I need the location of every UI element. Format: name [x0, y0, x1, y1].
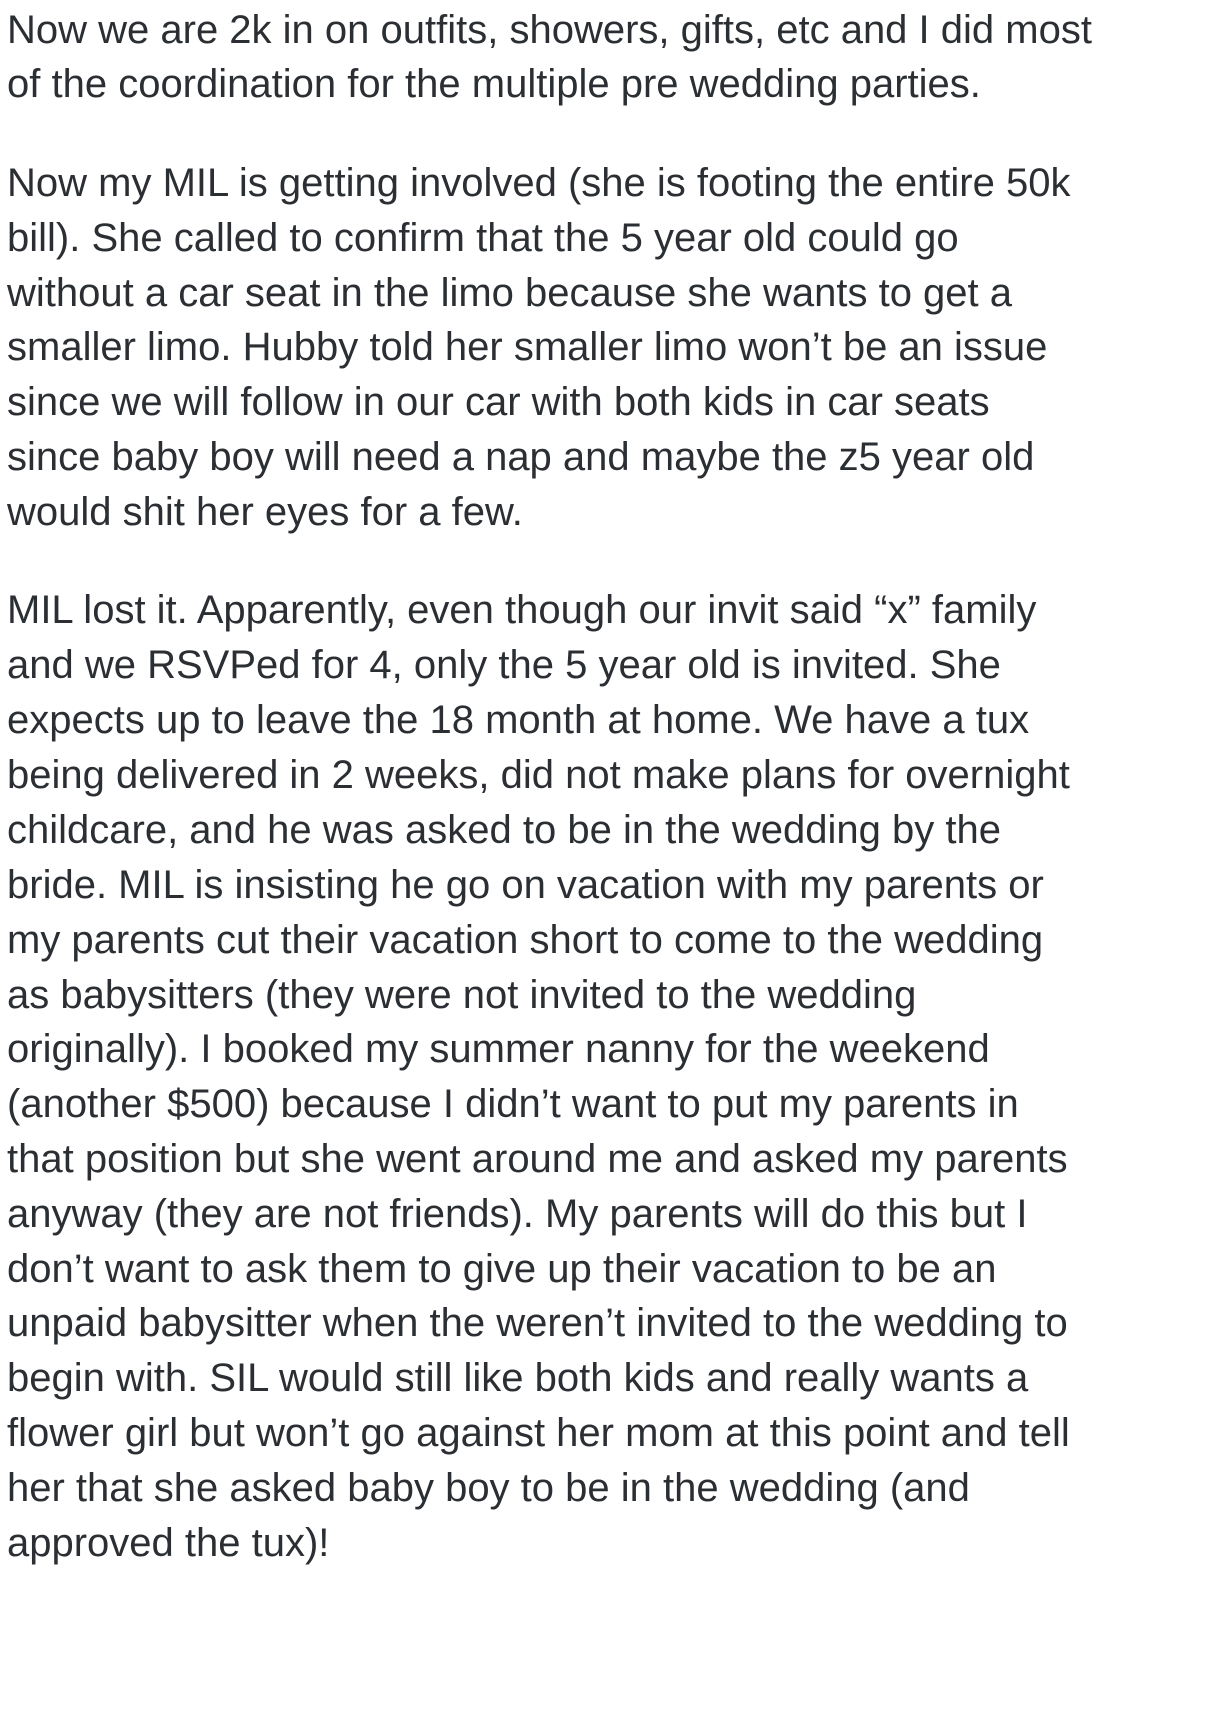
text-line: would shit her eyes for a few.	[7, 490, 523, 534]
text-line: her that she asked baby boy to be in the wedding (and	[7, 1466, 970, 1510]
text-line: begin with. SIL would still like both kids and really wants a	[7, 1356, 1029, 1400]
text-line: bride. MIL is insisting he go on vacation with my parents or	[7, 863, 1044, 907]
text-line: expects up to leave the 18 month at home. We have a tux	[7, 698, 1030, 742]
text-line: Now my MIL is getting involved (she is footing the entire 50k	[7, 161, 1071, 205]
text-line: flower girl but won’t go against her mom at this point and tell	[7, 1411, 1070, 1455]
text-line: (another $500) because I didn’t want to put my parents in	[7, 1082, 1019, 1126]
text-line: originally). I booked my summer nanny for the weekend	[7, 1027, 990, 1071]
text-line: childcare, and he was asked to be in the wedding by the	[7, 808, 1001, 852]
text-line: approved the tux)!	[7, 1521, 330, 1565]
text-line: smaller limo. Hubby told her smaller limo won’t be an issue	[7, 325, 1048, 369]
text-line: of the coordination for the multiple pre wedding parties.	[7, 62, 981, 106]
text-line: since baby boy will need a nap and maybe the z5 year old	[7, 435, 1035, 479]
text-line: bill). She called to confirm that the 5 year old could go	[7, 216, 959, 260]
text-line: anyway (they are not friends). My parents will do this but I	[7, 1192, 1028, 1236]
text-line: being delivered in 2 weeks, did not make plans for overnight	[7, 753, 1070, 797]
text-line: Now we are 2k in on outfits, showers, gifts, etc and I did most	[7, 8, 1092, 52]
text-line: since we will follow in our car with both kids in car seats	[7, 380, 990, 424]
text-line: without a car seat in the limo because she wants to get a	[7, 271, 1013, 315]
text-line: and we RSVPed for 4, only the 5 year old is invited. She	[7, 643, 1001, 687]
text-line: my parents cut their vacation short to come to the wedding	[7, 918, 1044, 962]
text-line: don’t want to ask them to give up their vacation to be an	[7, 1247, 997, 1291]
text-line: that position but she went around me and asked my parents	[7, 1137, 1068, 1181]
text-line: MIL lost it. Apparently, even though our invit said “x” family	[7, 588, 1037, 632]
text-line: unpaid babysitter when the weren’t invited to the wedding to	[7, 1301, 1068, 1345]
text-line: as babysitters (they were not invited to the wedding	[7, 973, 917, 1017]
